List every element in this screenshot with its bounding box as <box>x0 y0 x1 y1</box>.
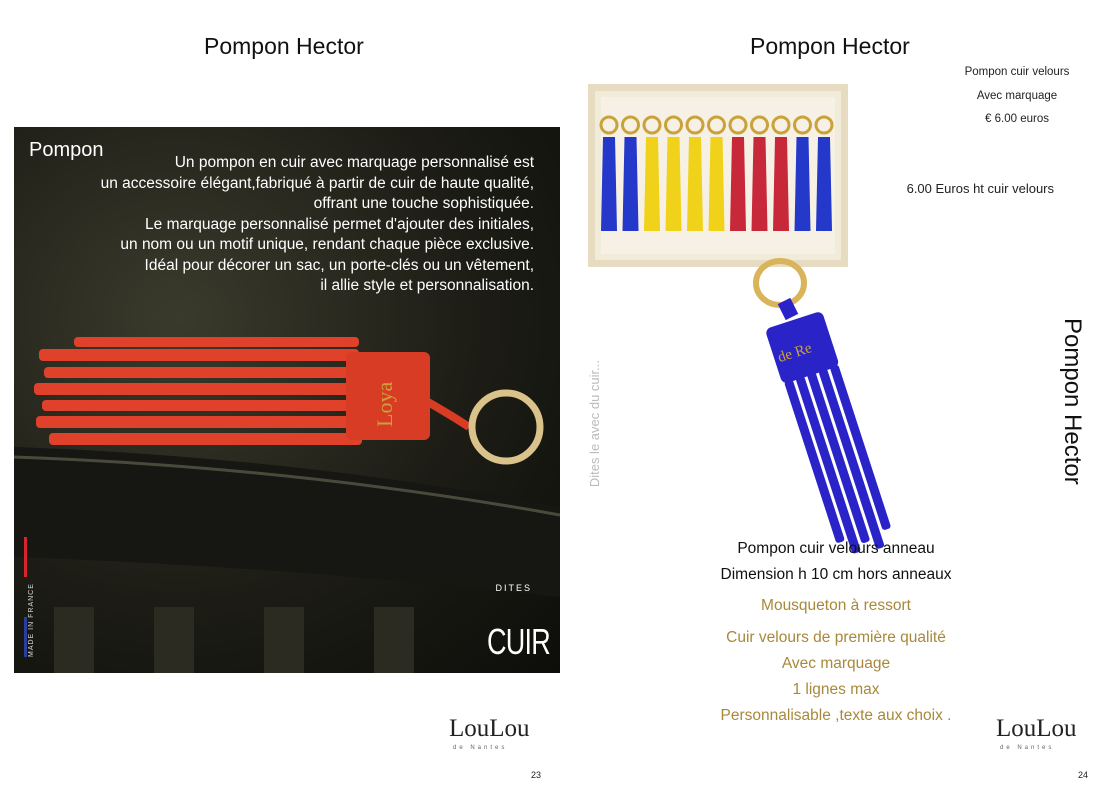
tassel-body <box>730 137 746 231</box>
red-tassel-image <box>14 127 560 673</box>
right-page <box>560 0 1120 800</box>
tassel-ring <box>709 117 725 133</box>
flag-blue-bar <box>24 617 27 657</box>
feature-leather: Cuir velours de première qualité <box>726 629 946 646</box>
tassel-assortment-image <box>595 91 841 260</box>
tassel-ring <box>623 117 639 133</box>
tassel-stamp: de Re <box>775 340 814 367</box>
price-line-product: Pompon cuir velours <box>964 66 1070 78</box>
tassel-ring <box>666 117 682 133</box>
tassel-body <box>773 137 789 231</box>
vertical-title: Pompon Hector <box>1059 318 1086 485</box>
overlay-line: il allie style et personnalisation. <box>320 277 534 294</box>
product-photo <box>14 127 560 673</box>
tassel-assortment-photo <box>588 84 848 267</box>
feature-lines: 1 lignes max <box>792 681 880 698</box>
tassel-body <box>752 137 768 231</box>
page-title: Pompon Hector <box>750 33 910 59</box>
page-number: 24 <box>1078 770 1089 780</box>
tassel-ring <box>730 117 746 133</box>
tassel-body <box>601 137 617 231</box>
description-product: Pompon cuir velours anneau <box>737 540 935 557</box>
tassel-body <box>816 137 832 231</box>
tassel-ring <box>644 117 660 133</box>
loulou-logo: LouLou <box>449 715 530 742</box>
description-dimension: Dimension h 10 cm hors anneaux <box>720 566 952 583</box>
tassel-ring <box>795 117 811 133</box>
blue-tassel-image <box>740 255 980 565</box>
tassel-ring <box>752 117 768 133</box>
tassel-ring <box>601 117 617 133</box>
made-in-france-badge <box>24 537 44 657</box>
made-in-label: MADE IN FRANCE <box>28 583 35 657</box>
page-number: 23 <box>531 770 542 780</box>
flag-red-bar <box>24 537 27 577</box>
loulou-logo-sub: de Nantes <box>1000 745 1055 751</box>
tassel-body <box>795 137 811 231</box>
tassel-body <box>687 137 703 231</box>
price-line-marking: Avec marquage <box>976 89 1058 102</box>
brand-logo-dites-cuir <box>488 583 550 663</box>
brand-small-text: DITES <box>495 583 532 593</box>
overlay-line: offrant une touche sophistiquée. <box>313 195 534 212</box>
feature-marking: Avec marquage <box>781 655 891 672</box>
feature-customizable: Personnalisable ,texte aux choix . <box>720 707 952 724</box>
watermark-text: Dites le avec du cuir... <box>587 360 602 488</box>
tassel-ring <box>687 117 703 133</box>
loulou-logo-sub: de Nantes <box>453 745 508 751</box>
tassel-stamp: Loya <box>372 381 397 427</box>
loulou-logo: LouLou <box>996 715 1077 742</box>
page-title: Pompon Hector <box>204 33 364 59</box>
overlay-line: Idéal pour décorer un sac, un porte-clés ou un vêtement, <box>144 256 534 274</box>
price-value: € 6.00 euros <box>985 113 1049 125</box>
overlay-title: Pompon <box>29 139 104 161</box>
overlay-line: Un pompon en cuir avec marquage personnalisé est <box>174 154 534 171</box>
overlay-line: Le marquage personnalisé permet d'ajouter des initiales, <box>145 215 534 233</box>
feature-clasp: Mousqueton à ressort <box>761 597 911 614</box>
tassel-body <box>623 137 639 231</box>
tassel-body <box>666 137 682 231</box>
tassel-body <box>644 137 660 231</box>
price-summary <box>947 61 1087 132</box>
tassel-ring <box>773 117 789 133</box>
brand-big-text: CUIR <box>487 621 550 662</box>
price-ht: 6.00 Euros ht cuir velours <box>906 181 1054 196</box>
overlay-line: un accessoire élégant,fabriqué à partir de cuir de haute qualité, <box>100 174 534 192</box>
overlay-line: un nom ou un motif unique, rendant chaque pièce exclusive. <box>120 236 534 253</box>
tassel-ring <box>816 117 832 133</box>
tassel-body <box>709 137 725 231</box>
